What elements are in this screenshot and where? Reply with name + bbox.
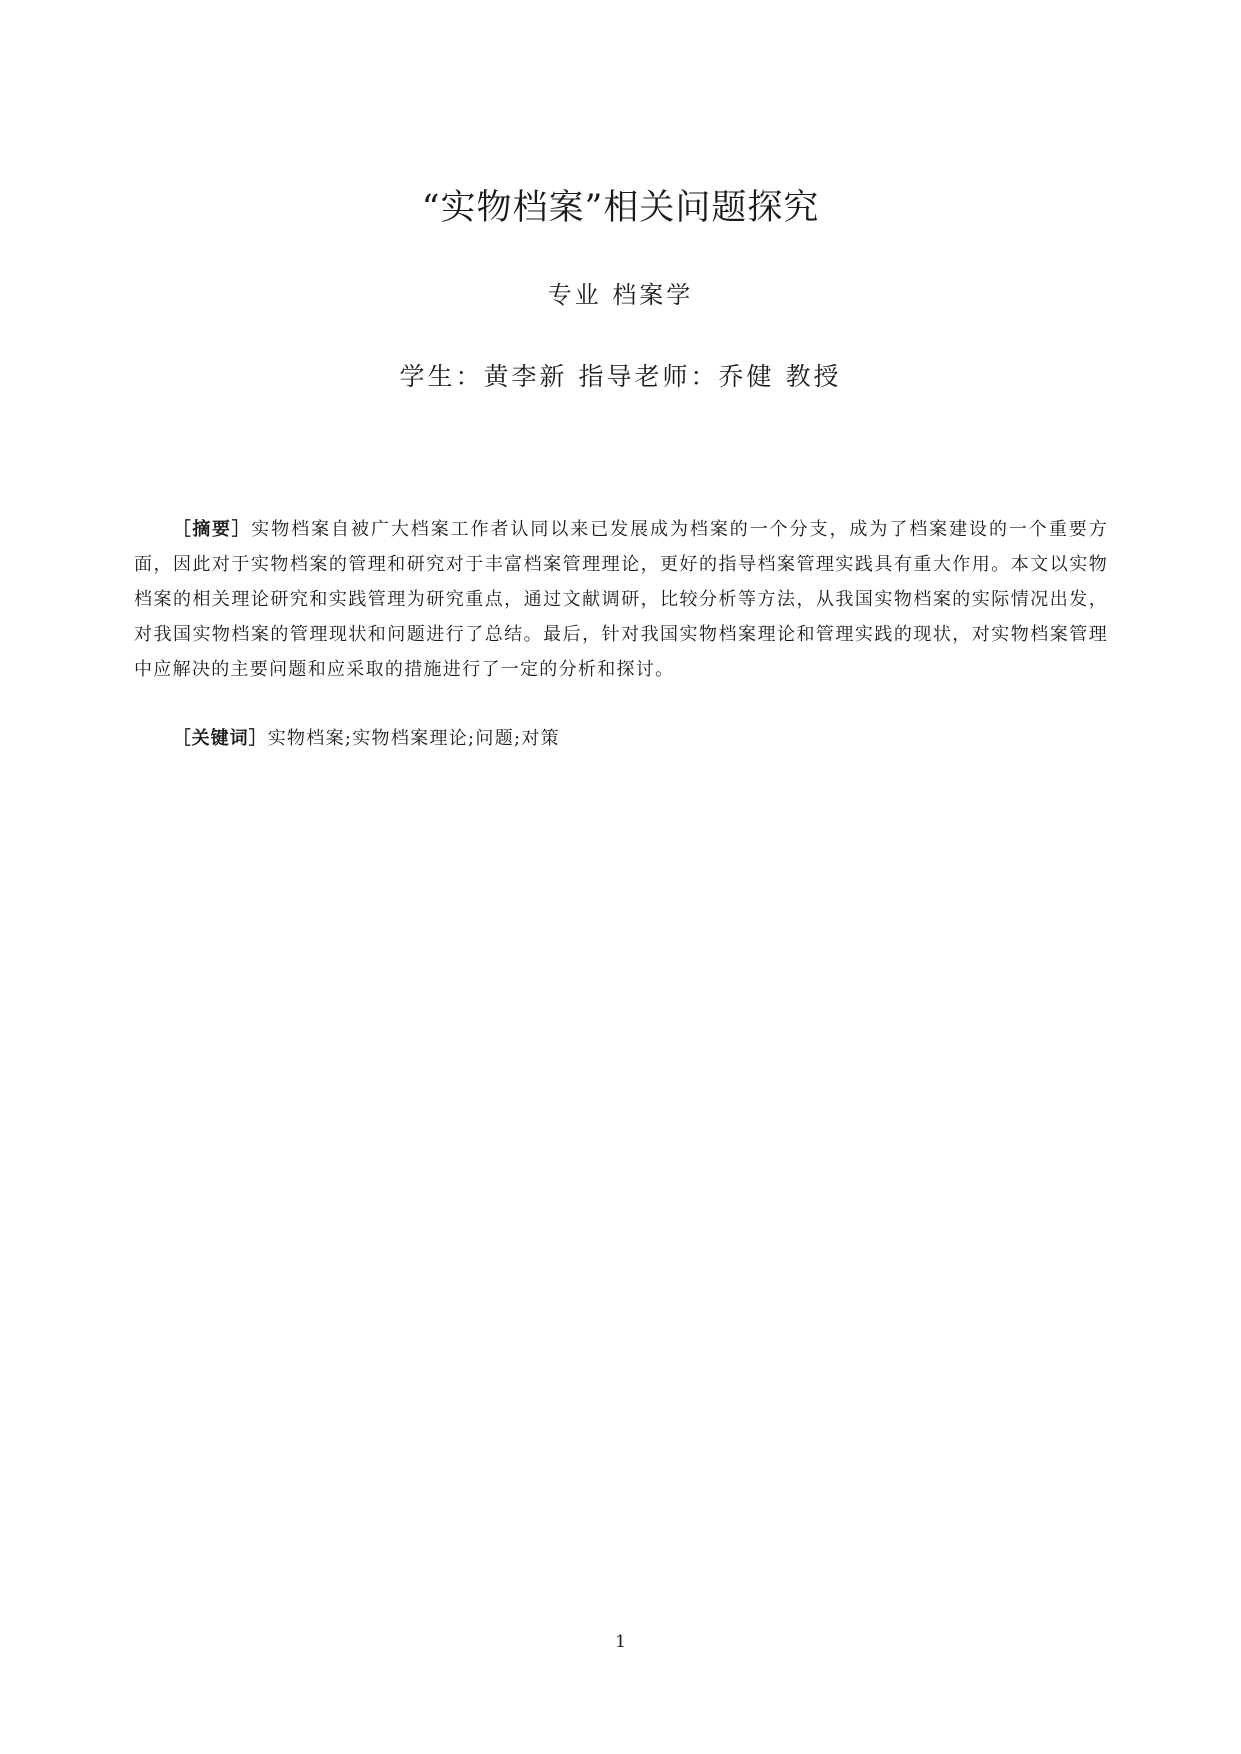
- abstract-label: ［摘要］: [172, 519, 252, 540]
- authors-line: 学生：黄李新 指导老师：乔健 教授: [399, 362, 842, 391]
- paper-title: “实物档案”相关问题探究: [421, 188, 820, 228]
- abstract-paragraph: [134, 512, 1108, 687]
- keywords-paragraph: [134, 721, 1108, 756]
- page-number: 1: [615, 1632, 626, 1652]
- keywords-text: 实物档案;实物档案理论;问题;对策: [267, 728, 560, 749]
- major-line: 专业 档案学: [547, 281, 694, 309]
- keywords-label: ［关键词］: [172, 728, 268, 749]
- abstract-text: 实物档案自被广大档案工作者认同以来已发展成为档案的一个分支，成为了档案建设的一个重要方面，因此对于实物档案的管理和研究对于丰富档案管理理论，更好的指导档案管理实践具有重大作用。本文以实物档案的相关理论研究和实践管理为研究重点，通过文献调研，比较分析等方法，从我国实物档案的实际情况出发，对我国实物档案的管理现状和问题进行了总结。最后，针对我国实物档案理论和管理实践的现状，对实物档案管理中应解决的主要问题和应采取的措施进行了一定的分析和探讨。: [134, 519, 1108, 680]
